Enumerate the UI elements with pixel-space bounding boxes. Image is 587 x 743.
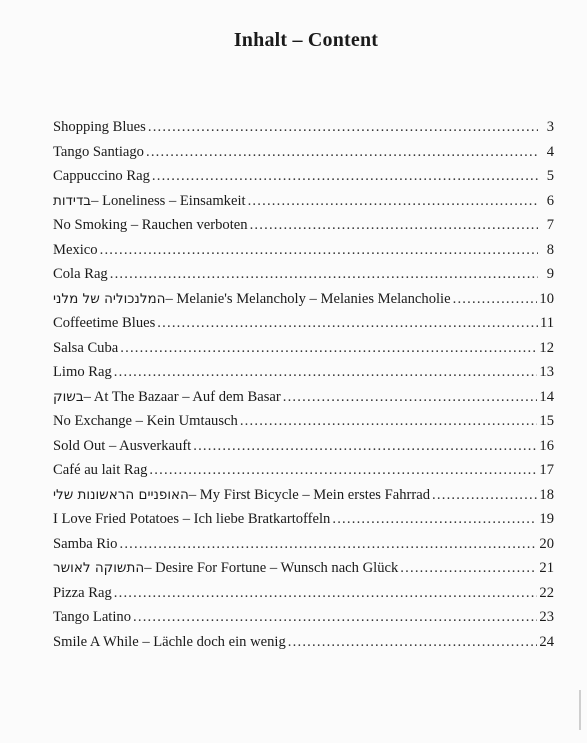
toc-row — [53, 315, 554, 340]
entry-title-text: No Exchange – Kein Umtausch — [53, 413, 238, 429]
dot-leader — [152, 168, 538, 185]
toc-entry-title — [53, 536, 117, 553]
dot-leader — [133, 609, 537, 626]
dot-leader — [119, 536, 537, 553]
dot-leader — [248, 193, 538, 210]
toc-entry-title — [53, 438, 191, 455]
hebrew-title: המלנכוליה של מלני — [53, 290, 166, 307]
page-number: 20 — [539, 535, 554, 552]
dot-leader — [114, 364, 538, 381]
dot-leader — [432, 487, 537, 504]
toc-entry-title — [53, 560, 398, 577]
entry-title-text: No Smoking – Rauchen verboten — [53, 217, 248, 233]
hebrew-title: האופניים הראשונות שלי — [53, 486, 189, 503]
table-of-contents — [53, 119, 554, 658]
page-number: 21 — [539, 560, 554, 576]
toc-row — [53, 340, 554, 365]
dot-leader — [114, 585, 538, 602]
toc-row — [53, 266, 554, 291]
page-number: 15 — [539, 413, 554, 429]
toc-entry-title — [53, 193, 246, 210]
entry-title-text: I Love Fried Potatoes – Ich liebe Bratkartoffeln — [53, 511, 331, 527]
toc-entry-title — [53, 315, 155, 332]
entry-title-text: – At The Bazaar – Auf dem Basar — [83, 388, 281, 405]
toc-row — [53, 193, 554, 218]
page-number: 11 — [539, 315, 554, 331]
page-number: 13 — [539, 364, 554, 380]
page-number: 18 — [539, 486, 554, 503]
dot-leader — [240, 413, 538, 430]
page-number: 6 — [546, 192, 554, 209]
dot-leader — [250, 217, 538, 234]
dot-leader — [288, 634, 538, 651]
toc-entry-title — [53, 291, 451, 308]
toc-row — [53, 389, 554, 414]
toc-row — [53, 119, 554, 144]
entry-title-text: Pizza Rag — [53, 584, 112, 601]
page-number: 19 — [539, 511, 554, 527]
entry-title-text: Sold Out – Ausverkauft — [53, 437, 192, 454]
dot-leader — [400, 560, 537, 577]
toc-entry-title — [53, 144, 144, 161]
entry-title-text: Tango Latino — [53, 609, 132, 625]
page-number: 17 — [539, 462, 554, 478]
toc-row — [53, 487, 554, 512]
hebrew-title: בדידות — [53, 192, 92, 209]
entry-title-text: – Desire For Fortune – Wunsch nach Glück — [144, 560, 399, 576]
entry-title-text: – Loneliness – Einsamkeit — [91, 192, 246, 209]
toc-entry-title — [53, 217, 248, 234]
entry-title-text: Salsa Cuba — [53, 339, 119, 356]
toc-row — [53, 609, 554, 634]
dot-leader — [149, 462, 537, 479]
toc-row — [53, 217, 554, 242]
dot-leader — [193, 438, 537, 455]
toc-row — [53, 144, 554, 169]
page-number: 9 — [546, 266, 554, 282]
toc-entry-title — [53, 364, 112, 381]
dot-leader — [120, 340, 537, 357]
toc-entry-title — [53, 511, 330, 528]
page-number: 22 — [539, 584, 554, 601]
toc-row — [53, 634, 554, 659]
page-number: 16 — [539, 437, 554, 454]
toc-entry-title — [53, 609, 131, 626]
page-number: 23 — [539, 609, 554, 625]
entry-title-text: Tango Santiago — [53, 143, 144, 160]
page-number: 12 — [539, 339, 554, 356]
entry-title-text: Samba Rio — [53, 535, 118, 552]
toc-row — [53, 413, 554, 438]
toc-entry-title — [53, 585, 112, 602]
dot-leader — [157, 315, 538, 332]
entry-title-text: – My First Bicycle – Mein erstes Fahrrad — [188, 486, 431, 503]
toc-entry-title — [53, 487, 430, 504]
entry-title-text: Cappuccino Rag — [53, 168, 150, 184]
toc-entry-title — [53, 389, 281, 406]
toc-row — [53, 242, 554, 267]
entry-title-text: Café au lait Rag — [53, 462, 148, 478]
page-number: 8 — [546, 241, 554, 258]
dot-leader — [148, 119, 538, 136]
toc-row — [53, 364, 554, 389]
page-number: 7 — [546, 217, 554, 233]
page-number: 3 — [546, 119, 554, 135]
toc-row — [53, 462, 554, 487]
toc-entry-title — [53, 462, 147, 479]
toc-row — [53, 291, 554, 316]
entry-title-text: Smile A While – Lächle doch ein wenig — [53, 633, 286, 650]
entry-title-text: Cola Rag — [53, 266, 108, 282]
dot-leader — [146, 144, 538, 161]
toc-row — [53, 536, 554, 561]
dot-leader — [283, 389, 538, 406]
scan-mark — [579, 690, 581, 730]
toc-row — [53, 585, 554, 610]
toc-entry-title — [53, 168, 150, 185]
page-number: 4 — [546, 143, 554, 160]
page-number: 10 — [539, 290, 554, 307]
entry-title-text: Limo Rag — [53, 364, 112, 380]
toc-entry-title — [53, 119, 146, 136]
page-number: 5 — [546, 168, 554, 184]
toc-row — [53, 438, 554, 463]
entry-title-text: Shopping Blues — [53, 119, 146, 135]
hebrew-title: התשוקה לאושר — [53, 560, 145, 576]
dot-leader — [100, 242, 538, 259]
toc-entry-title — [53, 242, 98, 259]
toc-row — [53, 168, 554, 193]
dot-leader — [453, 291, 538, 308]
toc-entry-title — [53, 634, 286, 651]
toc-row — [53, 560, 554, 585]
dot-leader — [332, 511, 537, 528]
dot-leader — [110, 266, 538, 283]
entry-title-text: Mexico — [53, 241, 98, 258]
page-title: Inhalt – Content — [233, 29, 379, 51]
page-number: 14 — [539, 388, 554, 405]
toc-entry-title — [53, 413, 238, 430]
toc-row — [53, 511, 554, 536]
toc-entry-title — [53, 340, 118, 357]
entry-title-text: – Melanie's Melancholy – Melanies Melancholie — [165, 290, 451, 307]
hebrew-title: בשוק — [53, 388, 84, 405]
page-number: 24 — [539, 633, 554, 650]
entry-title-text: Coffeetime Blues — [53, 315, 156, 331]
toc-entry-title — [53, 266, 108, 283]
